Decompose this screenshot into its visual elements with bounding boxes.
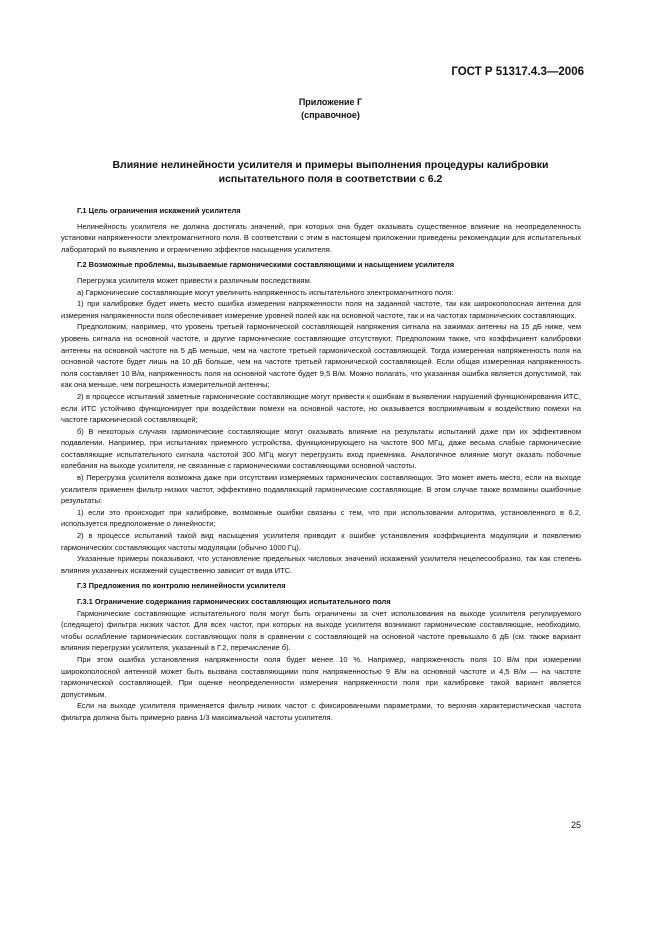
title-line-1: Влияние нелинейности усилителя и примеры выполнения процедуры калибровки xyxy=(112,159,549,171)
paragraph: 1) если это происходит при калибровке, возможные ошибки связаны с тем, что при использовании алгоритма, установленного в 6.2, используется предположение о линейности; xyxy=(61,507,581,529)
annex-header xyxy=(0,96,661,122)
section-heading-g2: Г.2 Возможные проблемы, вызываемые гармоническими составляющими и насыщением усилителя xyxy=(77,260,455,270)
paragraph: Предположим, например, что уровень третьей гармонической составляющей напряжения сигнала на зажимах антенны на 15 дБ ниже, чем уровень сигнала на основной частоте, и другие гармонические составляющие отсутствуют. Предположим также, что коэффициент калибровки антенны на основной частоте на 5 дБ меньше, чем на частоте третьей гармонической составляющей. Тогда измеренная напряженность поля на основной частоте будет лишь на 10 дБ больше, чем на частоте третьей гармонической составляющей. Если общая измеренная напряженность поля составляет 10 В/м, напряженность поля на основной частоте будет 9,5 В/м. Можно полагать, что указанная ошибка является допустимой, так как она меньше, чем погрешность измерительной антенны; xyxy=(61,322,581,390)
paragraph: Если на выходе усилителя применяется фильтр низких частот с фиксированными параметрами, то верхняя характеристическая частота фильтра должна быть примерно равна 1/3 максимальной частоты усилителя. xyxy=(61,701,581,722)
section-heading-g3: Г.3 Предложения по контролю нелинейности усилителя xyxy=(77,581,286,591)
paragraph: 1) при калибровке будет иметь место ошибка измерения напряженности поля на заданной частоте, так как широкополосная антенна для измерения напряженности поля обеспечивает измерение уровней полей как на основной частоте, так и на частотах гармонических составляющих. xyxy=(61,299,581,320)
annex-title xyxy=(0,158,661,186)
title-line-2: испытательного поля в соответствии с 6.2 xyxy=(218,173,443,185)
page-number: 25 xyxy=(570,820,581,830)
section-heading-g1: Г.1 Цель ограничения искажений усилителя xyxy=(77,206,241,215)
paragraph: Указанные примеры показывают, что установление предельных числовых значений искажений усилителя нецелесообразно, так как степень влияния указанных искажений существенно зависит от вида ИТС. xyxy=(61,554,581,575)
paragraph: б) В некоторых случаях гармонические составляющие могут оказывать влияние на результаты испытаний даже при их эффективном подавлении. Например, при испытаниях приемного устройства, функционирующего на частоте 900 МГц, даже весьма слабые гармонические составляющие испытательного сигнала частотой 300 МГц могут перегрузить вход приемника. Аналогичное влияние могут оказать побочные колебания на выходе усилителя, не связанные с гармоническими составляющими основной частоты. xyxy=(61,426,581,471)
paragraph: а) Гармонические составляющие могут увеличить напряженность испытательного электромагнитного поля: xyxy=(77,287,454,297)
paragraph: Перегрузка усилителя может привести к различным последствиям. xyxy=(77,275,312,285)
annex-name: Приложение Г xyxy=(298,97,363,107)
document-body xyxy=(61,205,581,724)
subsection-heading-g31: Г.3.1 Ограничение содержания гармонических составляющих испытательного поля xyxy=(77,597,391,606)
paragraph: 2) в процессе испытаний такой вид насыщения усилителя приводит к ошибке установления коэффициента модуляции и появлению гармонических составляющих частоты модуляции (обычно 1000 Гц). xyxy=(61,531,581,552)
paragraph: 2) в процессе испытаний заметные гармонические составляющие могут привести к ошибкам в выявлении нарушений функционирования ИТС, если ИТС устойчиво функционирует при воздействии помехи на основной частоте, но оказывается восприимчивым к воздействию помехи на частоте гармонической составляющей; xyxy=(61,391,581,425)
annex-type: (справочное) xyxy=(301,110,360,120)
standard-number: ГОСТ Р 51317.4.3—2006 xyxy=(451,66,584,78)
paragraph: в) Перегрузка усилителя возможна даже при отсутствии измеряемых гармонических составляющих. Это может иметь место, если на выходе усилителя применен фильтр низких частот, эффективно подавляющий гармонические составляющие. В этом случае также возможны ошибочные результаты: xyxy=(61,473,581,506)
paragraph: Гармонические составляющие испытательного поля могут быть ограничены за счет использования на выходе усилителя регулируемого (следящего) фильтра низких частот. Для всех частот, при которых на выходе усилителя возникают гармонические составляющие, необходимо, чтобы ослабление гармонических составляющих поля в сравнении с составляющей на основной частоте превышало 6 дБ (см. также вариант влияния перегрузки усилителя, указанный в Г.2, перечисление б). xyxy=(61,608,581,653)
paragraph: При этом ошибка установления напряженности поля будет менее 10 %. Например, напряженность поля 10 В/м при измерении широкополосной антенной может быть вызвана составляющими поля напряженностью 9 В/м на основной частоте и 4,5 В/м — на частоте гармонической составляющей. При оценке неопределенности измерения напряженности поля при калибровке такой вариант является допустимым. xyxy=(61,654,581,699)
paragraph: Нелинейность усилителя не должна достигать значений, при которых она будет оказывать существенное влияние на неопределенность установки напряженности электромагнитного поля. В соответствии с этим в настоящем приложении приведены рекомендации для испытательных лабораторий по выявлению и ограничению эффектов насыщения усилителя. xyxy=(61,221,581,254)
